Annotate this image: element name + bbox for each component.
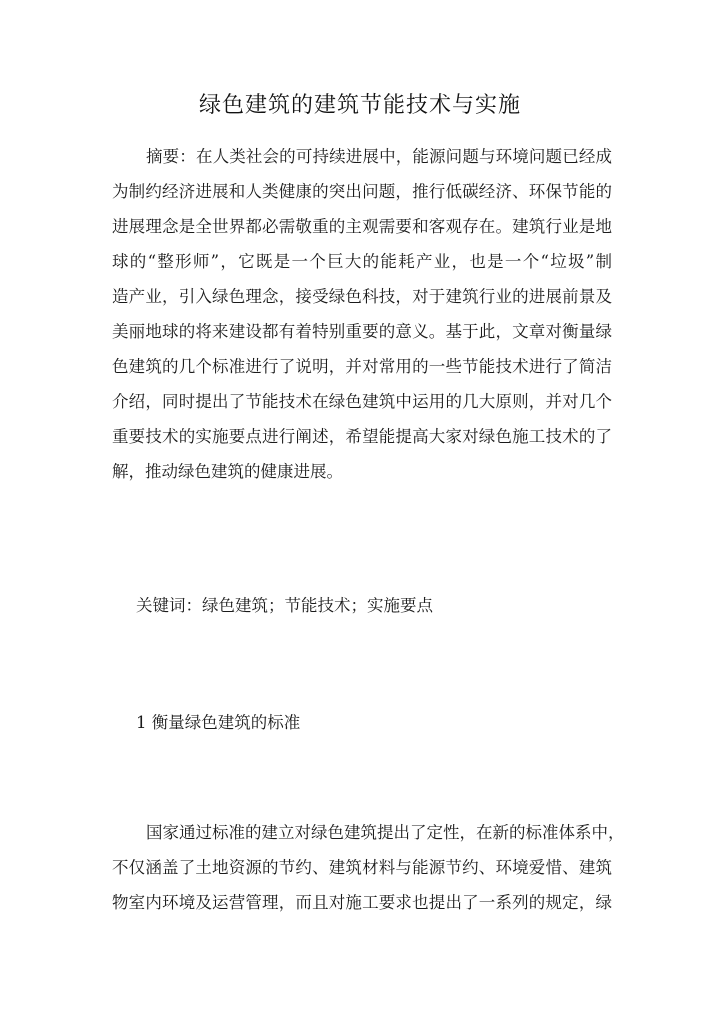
- abstract-line: 介绍，同时提出了节能技术在绿色建筑中运用的几大原则，并对几个: [112, 392, 612, 411]
- section-heading: 1 衡量绿色建筑的标准: [136, 713, 301, 732]
- abstract-line: 摘要：在人类社会的可持续进展中，能源问题与环境问题已经成: [146, 147, 612, 166]
- section-line: 物室内环境及运营管理，而且对施工要求也提出了一系列的规定，绿: [112, 893, 612, 912]
- keywords: 关键词：绿色建筑；节能技术；实施要点: [136, 596, 433, 615]
- abstract-line: 造产业，引入绿色理念，接受绿色科技，对于建筑行业的进展前景及: [112, 287, 612, 306]
- abstract-line: 球的“整形师”，它既是一个巨大的能耗产业，也是一个“垃圾”制: [112, 252, 612, 271]
- abstract-line: 解，推动绿色建筑的健康进展。: [112, 462, 343, 481]
- section-line: 不仅涵盖了土地资源的节约、建筑材料与能源节约、环境爱惜、建筑: [112, 858, 612, 877]
- section-line: 国家通过标准的建立对绿色建筑提出了定性，在新的标准体系中，: [146, 823, 625, 842]
- abstract-line: 色建筑的几个标准进行了说明，并对常用的一些节能技术进行了简洁: [112, 357, 612, 376]
- abstract-line: 美丽地球的将来建设都有着特别重要的意义。基于此，文章对衡量绿: [112, 322, 612, 341]
- abstract-line: 进展理念是全世界都必需敬重的主观需要和客观存在。建筑行业是地: [112, 217, 612, 236]
- abstract-line: 重要技术的实施要点进行阐述，希望能提高大家对绿色施工技术的了: [112, 427, 612, 446]
- abstract-line: 为制约经济进展和人类健康的突出问题，推行低碳经济、环保节能的: [112, 182, 612, 201]
- document-title: 绿色建筑的建筑节能技术与实施: [198, 93, 521, 118]
